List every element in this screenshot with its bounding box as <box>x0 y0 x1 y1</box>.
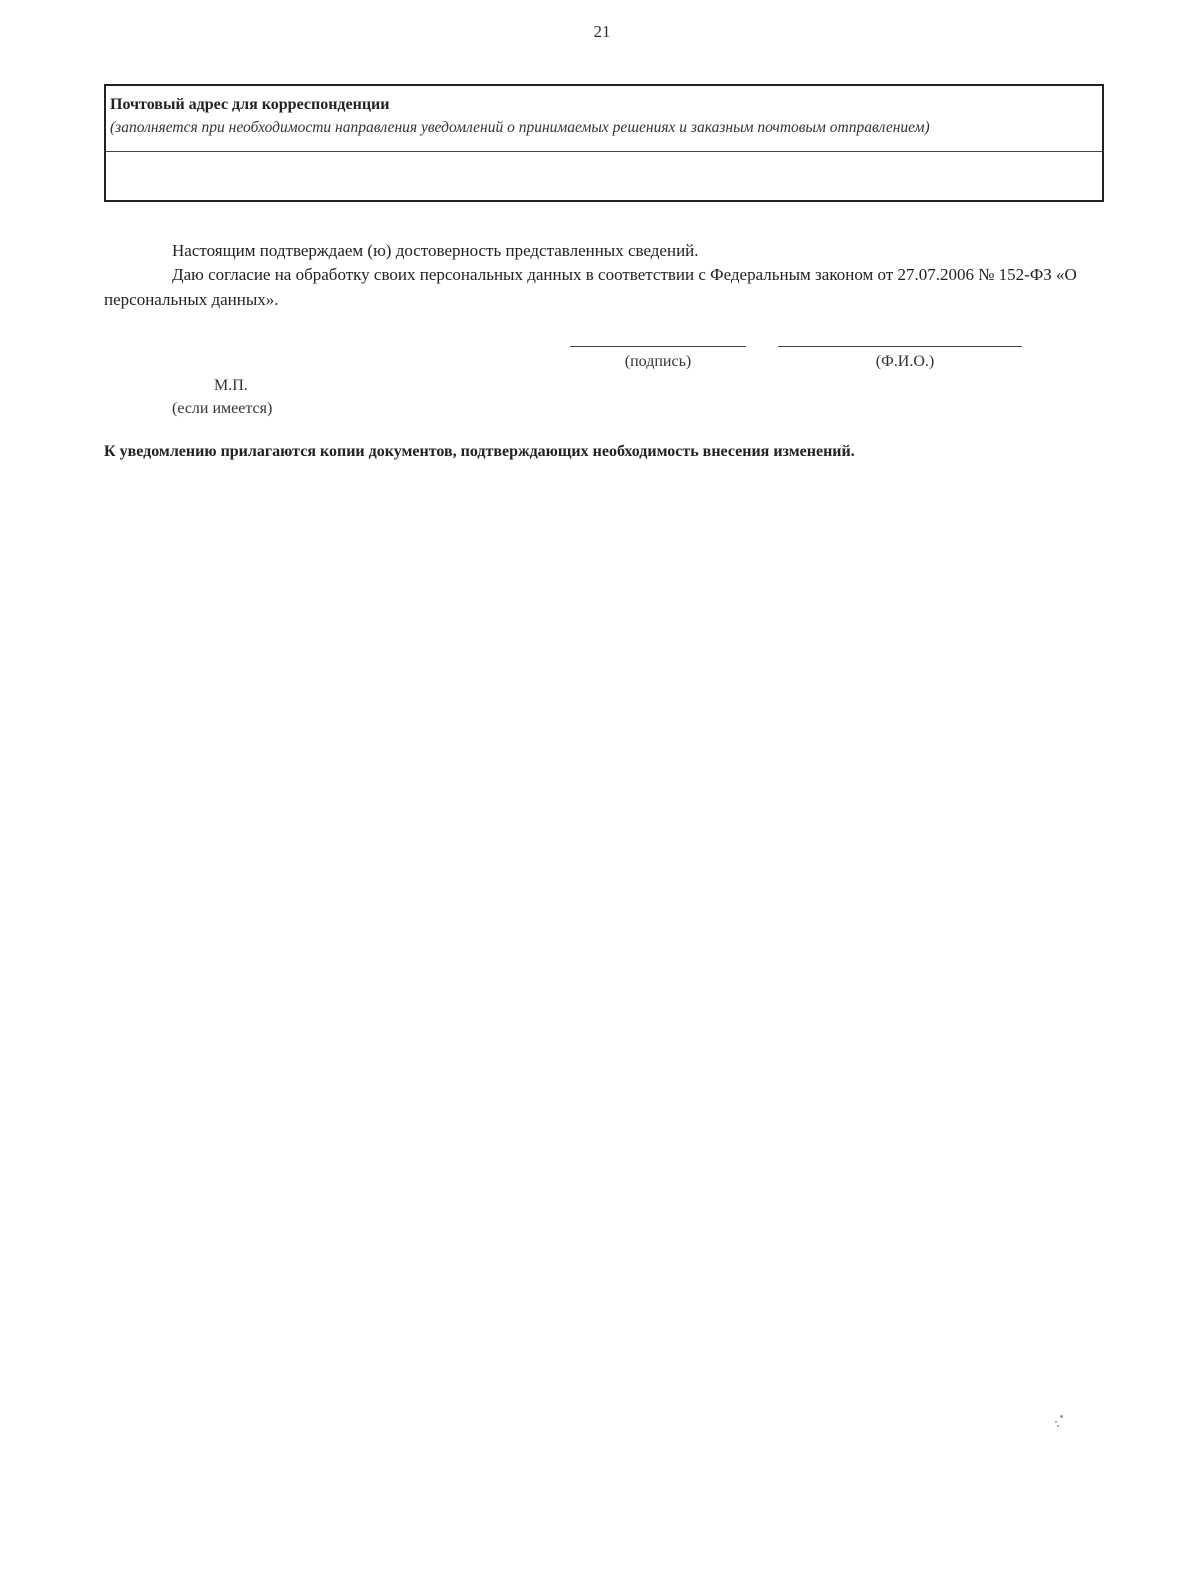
signature-line[interactable] <box>570 346 746 347</box>
full-name-caption: (Ф.И.О.) <box>875 353 935 370</box>
scan-speck <box>1054 1415 1064 1429</box>
full-name-line[interactable] <box>778 346 1022 347</box>
stamp-label: М.П. <box>214 377 248 394</box>
confirmation-paragraph <box>104 238 1108 263</box>
stamp-note: (если имеется) <box>172 400 273 417</box>
consent-paragraph <box>104 262 1108 312</box>
postal-address-value-field[interactable] <box>106 152 1102 200</box>
postal-address-table <box>104 84 1104 202</box>
postal-address-title: Почтовый адрес для корреспонденции <box>110 96 390 113</box>
attachments-note: К уведомлению прилагаются копии документов, подтверждающих необходимость внесения изменений. <box>104 443 855 460</box>
confirmation-text: Настоящим подтверждаем (ю) достоверность представленных сведений. <box>172 241 699 260</box>
postal-address-header <box>106 86 1102 152</box>
signature-caption: (подпись) <box>624 353 692 370</box>
postal-address-note: (заполняется при необходимости направления уведомлений о принимаемых решениях и заказным почтовым отправлением) <box>110 119 930 136</box>
page-number: 21 <box>593 22 611 41</box>
consent-text: Даю согласие на обработку своих персональных данных в соответствии с Федеральным законом от 27.07.2006 № 152-ФЗ «О персональных данных». <box>104 265 1077 309</box>
